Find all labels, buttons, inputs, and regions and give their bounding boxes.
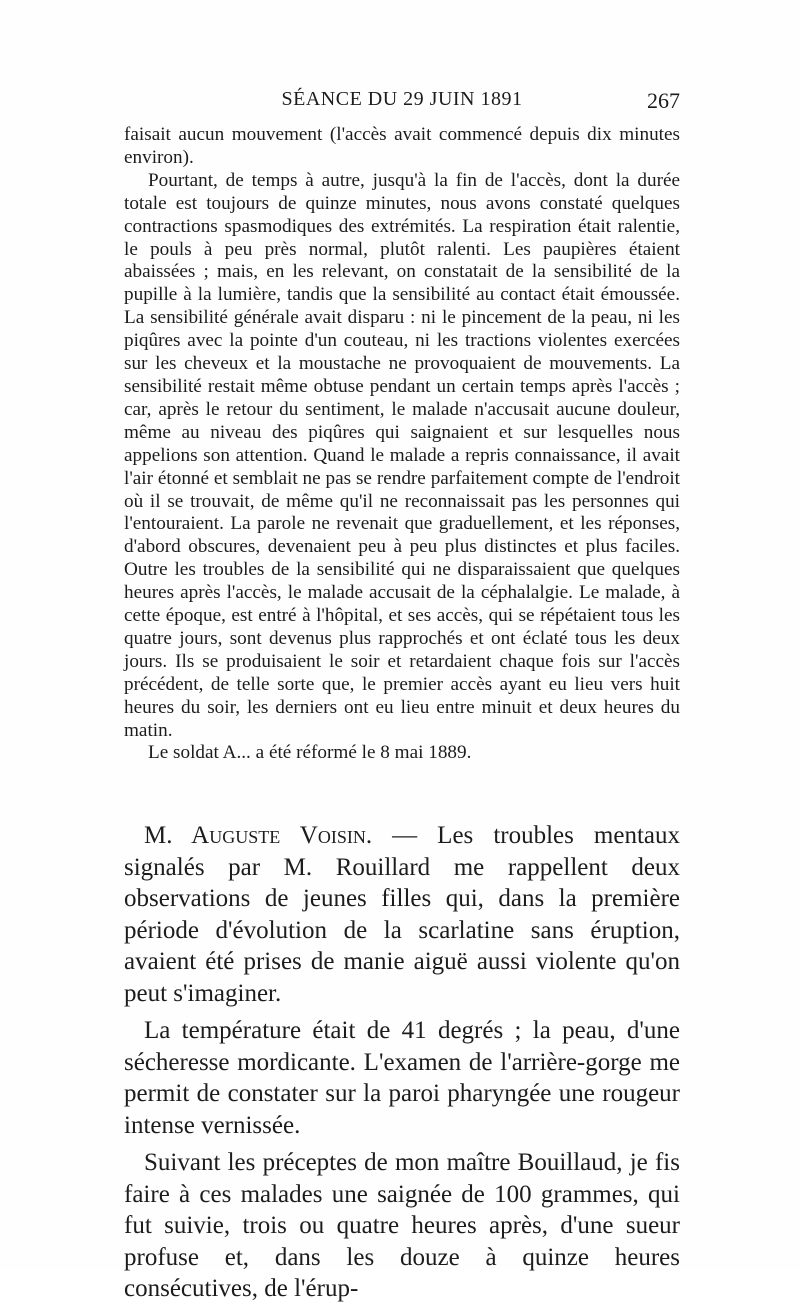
running-head: SÉANCE DU 29 JUIN 1891: [281, 88, 523, 110]
voisin-remarks-text: — Les troubles mentaux signalés par M. Rouillard me rappellent deux observations de jeunes filles qui, dans la première période d'évolution de la scarlatine sans éruption, avaient été prises de manie aiguë aussi violente qu'on peut s'imaginer.: [124, 822, 680, 1007]
paragraph-attack-description: Pourtant, de temps à autre, jusqu'à la fin de l'accès, dont la durée totale est toujours de quinze minutes, nous avons constaté quelques contractions spasmodiques des extrémités. La respiration était ralentie, le pouls à peu près normal, plutôt ralenti. Les paupières étaient abaissées ; mais, en les relevant, on constatait de la sensibilité de la pupille à la lumière, tandis que la sensibilité au contact était émoussée. La sensibilité générale avait disparu : ni le pincement de la peau, ni les piqûres avec la pointe d'un couteau, ni les tractions violentes exercées sur les cheveux et la moustache ne provoquaient de mouvements. La sensibilité restait même obtuse pendant un certain temps après l'accès ; car, après le retour du sentiment, le malade n'accusait aucune douleur, même au niveau des piqûres qui saignaient et sur lesquelles nous appelions son attention. Quand le malade a repris connaissance, il avait l'air étonné et semblait ne pas se rendre parfaitement compte de l'endroit où il se trouvait, de même qu'il ne reconnaissait pas les personnes qui l'entouraient. La parole ne revenait que graduellement, et les réponses, d'abord obscures, devenaient peu à peu plus distinctes et plus faciles. Outre les troubles de la sensibilité qui ne disparaissaient que quelques heures après l'accès, le malade accusait de la céphalalgie. Le malade, à cette époque, est entré à l'hôpital, et ses accès, qui se répétaient tous les quatre jours, sont devenus plus rapprochés et ont éclaté tous les deux jours. Ils se produisaient le soir et retardaient chaque fois sur l'accès précédent, de telle sorte que, le premier accès ayant eu lieu vers huit heures du soir, les derniers ont eu lieu entre minuit et deux heures du matin.: [124, 169, 680, 741]
discussion-text: [124, 820, 680, 1305]
page-number: 267: [647, 88, 680, 113]
case-report-text: [124, 124, 680, 765]
paragraph-treatment: Suivant les préceptes de mon maître Bouillaud, je fis faire à ces malades une saignée de 100 grammes, qui fut suivie, trois ou quatre heures après, d'une sueur profuse et, dans les douze à quinze heures consécutives, de l'érup-: [124, 1149, 680, 1302]
paragraph-continuation: faisait aucun mouvement (l'accès avait commencé depuis dix minutes environ).: [124, 124, 680, 168]
speaker-name: M. Auguste Voisin.: [144, 822, 373, 849]
paragraph-voisin-remarks: [124, 820, 680, 1009]
page-header: [124, 88, 680, 120]
paragraph-discharge-note: Le soldat A... a été réformé le 8 mai 1889.: [148, 742, 472, 764]
paragraph-temperature: La température était de 41 degrés ; la peau, d'une sécheresse mordicante. L'examen de l'arrière-gorge me permit de constater sur la paroi pharyngée une rougeur intense vernissée.: [124, 1017, 680, 1139]
